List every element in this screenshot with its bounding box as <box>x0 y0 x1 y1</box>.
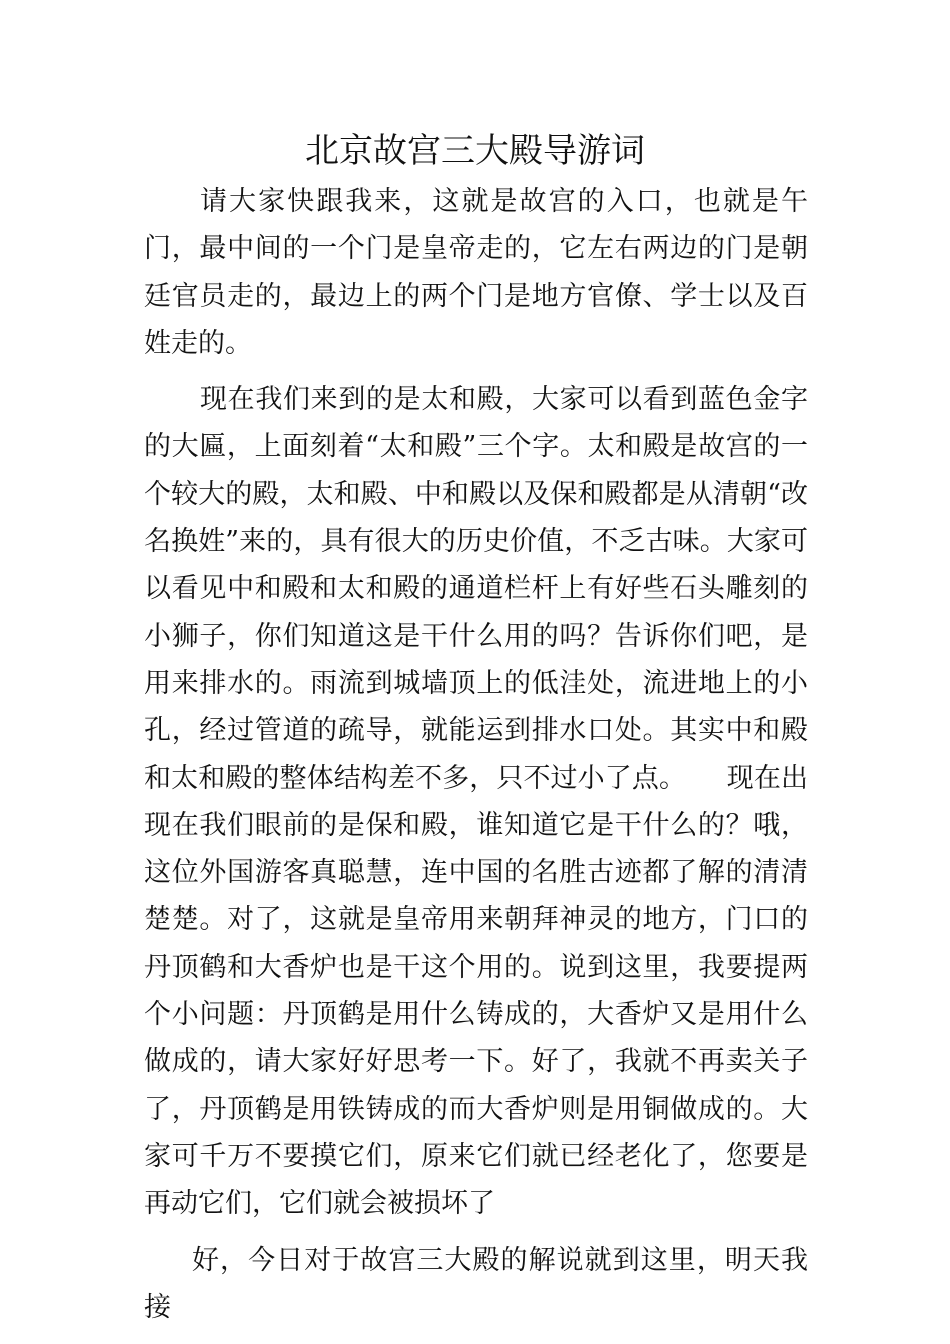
paragraph-3: 好，今日对于故宫三大殿的解说就到这里，明天我接 <box>144 1244 808 1323</box>
document-title: 北京故宫三大殿导游词 <box>305 131 645 171</box>
paragraph-1: 请大家快跟我来，这就是故宫的入口，也就是午门，最中间的一个门是皇帝走的，它左右两边的门是朝廷官员走的，最边上的两个门是地方官僚、学士以及百姓走的。 <box>144 186 808 359</box>
document-body <box>144 178 808 1340</box>
paragraph-2: 现在我们来到的是太和殿，大家可以看到蓝色金字的大匾，上面刻着“太和殿”三个字。太和殿是故宫的一个较大的殿，太和殿、中和殿以及保和殿都是从清朝“改名换姓”来的，具有很大的历史价值，不乏古味。大家可以看见中和殿和太和殿的通道栏杆上有好些石头雕刻的小狮子，你们知道这是干什么用的吗？告诉你们吧，是用来排水的。雨流到城墙顶上的低洼处，流进地上的小孔，经过管道的疏导，就能运到排水口处。其实中和殿和太和殿的整体结构差不多，只不过小了点。 现在出现在我们眼前的是保和殿，谁知道它是干什么的？哦，这位外国游客真聪慧，连中国的名胜古迹都了解的清清楚楚。对了，这就是皇帝用来朝拜神灵的地方，门口的丹顶鹤和大香炉也是干这个用的。说到这里，我要提两个小问题：丹顶鹤是用什么铸成的，大香炉又是用什么做成的，请大家好好思考一下。好了，我就不再卖关子了，丹顶鹤是用铁铸成的而大香炉则是用铜做成的。大家可千万不要摸它们，原来它们就已经老化了，您要是再动它们，它们就会被损坏了 <box>144 384 808 1220</box>
